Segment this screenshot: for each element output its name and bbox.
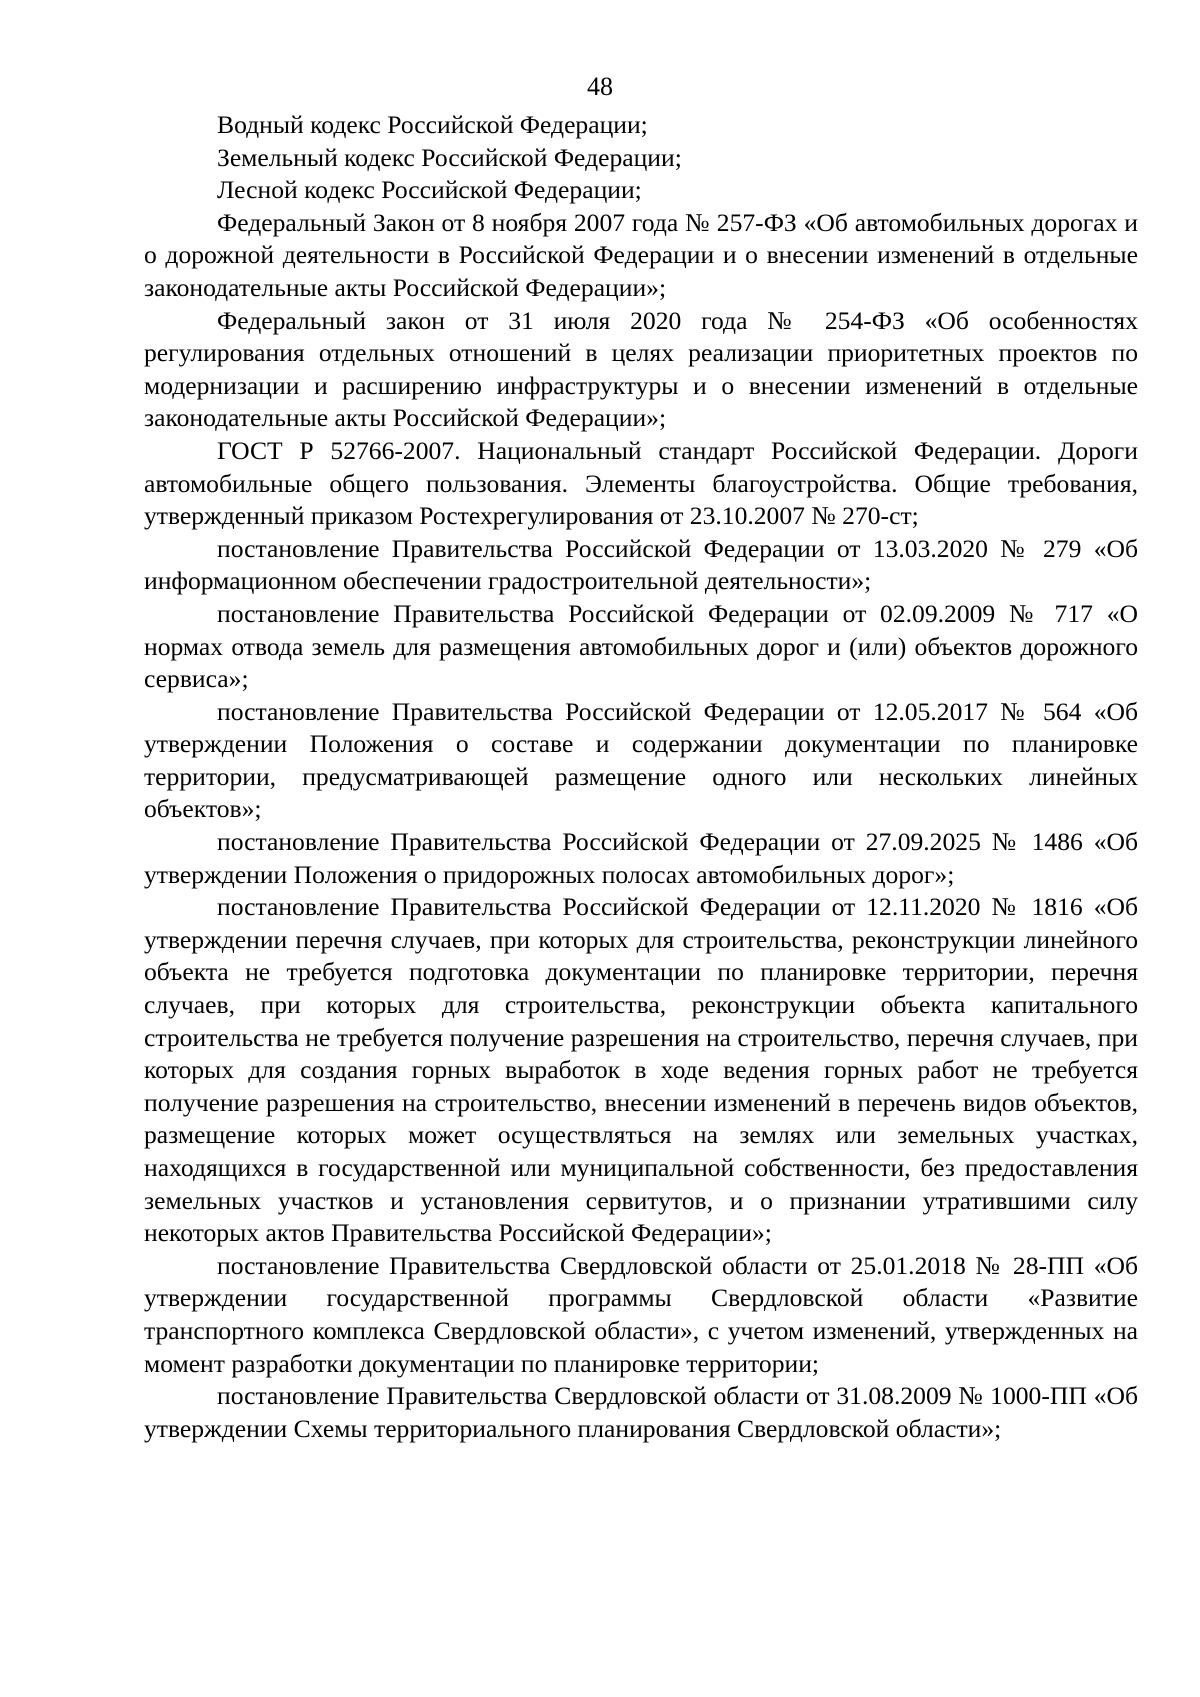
paragraph-land-code: Земельный кодекс Российской Федерации; bbox=[217, 142, 682, 172]
document-body bbox=[144, 109, 1138, 1445]
paragraph-decree-1816: постановление Правительства Российской Федерации от 12.11.2020 № 1816 «Об утверждении перечня случаев, при которых для строительства, реконструкции линейного объекта не требуется подготовка документации по планировке территории, перечня случаев, при которых для строительства, реконструкции объекта капитального строительства не требуется получение разрешения на строительство, перечня случаев, при которых для создания горных выработок в ходе ведения горных работ не требуется получение разрешения на строительство, внесении изменений в перечень видов объектов, размещение которых может осуществляться на землях или земельных участках, находящихся в государственной или муниципальной собственности, без предоставления земельных участков и установления сервитутов, и о признании утратившими силу некоторых актов Правительства Российской Федерации»; bbox=[144, 892, 1138, 1248]
paragraph-forest-code: Лесной кодекс Российской Федерации; bbox=[217, 175, 642, 205]
paragraph-decree-564: постановление Правительства Российской Федерации от 12.05.2017 № 564 «Об утверждении Положения о составе и содержании документации по планировке территории, предусматривающей размещение одного или нескольких линейных объектов»; bbox=[144, 696, 1138, 824]
paragraph-decree-717: постановление Правительства Российской Федерации от 02.09.2009 № 717 «О нормах отвода земель для размещения автомобильных дорог и (или) объектов дорожного сервиса»; bbox=[144, 598, 1138, 694]
paragraph-federal-law-257: Федеральный Закон от 8 ноября 2007 года № 257-ФЗ «Об автомобильных дорогах и о дорожной деятельности в Российской Федерации и о внесении изменений в отдельные законодательные акты Российской Федерации»; bbox=[144, 207, 1138, 302]
paragraph-sverdlovsk-decree-1000: постановление Правительства Свердловской области от 31.08.2009 № 1000-ПП «Об утверждении Схемы территориального планирования Свердловской области»; bbox=[144, 1381, 1138, 1443]
paragraph-decree-279: постановление Правительства Российской Федерации от 13.03.2020 № 279 «Об информационном обеспечении градостроительной деятельности»; bbox=[144, 533, 1138, 596]
paragraph-sverdlovsk-decree-28: постановление Правительства Свердловской области от 25.01.2018 № 28-ПП «Об утверждении государственной программы Свердловской области «Развитие транспортного комплекса Свердловской области», с учетом изменений, утвержденных на момент разработки документации по планировке территории; bbox=[144, 1250, 1138, 1378]
paragraph-gost-52766: ГОСТ Р 52766-2007. Национальный стандарт Российской Федерации. Дороги автомобильные общего пользования. Элементы благоустройства. Общие требования, утвержденный приказом Ростехрегулирования от 23.10.2007 № 270-ст; bbox=[144, 435, 1138, 531]
paragraph-federal-law-254: Федеральный закон от 31 июля 2020 года № 254-ФЗ «Об особенностях регулирования отдельных отношений в целях реализации приоритетных проектов по модернизации и расширению инфраструктуры и о внесении изменений в отдельные законодательные акты Российской Федерации»; bbox=[144, 305, 1138, 433]
page-number: 48 bbox=[587, 72, 613, 101]
paragraph-decree-1486: постановление Правительства Российской Федерации от 27.09.2025 № 1486 «Об утверждении Положения о придорожных полосах автомобильных дорог»; bbox=[144, 827, 1138, 889]
paragraph-water-code: Водный кодекс Российской Федерации; bbox=[217, 110, 648, 139]
